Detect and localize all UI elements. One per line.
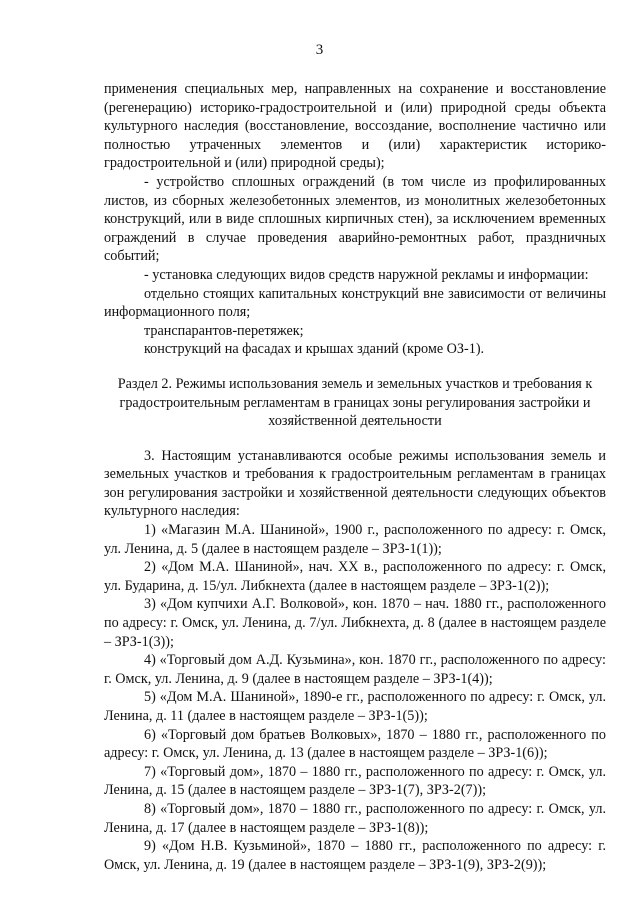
- paragraph: - установка следующих видов средств наружной рекламы и информации:: [144, 266, 589, 283]
- paragraph: отдельно стоящих капитальных конструкций вне зависимости от величины информационного поля;: [104, 285, 606, 321]
- section-heading-text: Раздел 2. Режимы использования земель и земельных участков и требования к градостроительным регламентам в границах зоны регулирования застройки и хозяйственной деятельности: [117, 375, 593, 430]
- list-item: 5) «Дом М.А. Шаниной», 1890-е гг., расположенного по адресу: г. Омск, ул. Ленина, д. 11 (далее в настоящем разделе – ЗРЗ-1(5));: [104, 689, 606, 724]
- document-body: [104, 80, 606, 874]
- section-heading: [104, 375, 606, 431]
- list-item: 9) «Дом Н.В. Кузьминой», 1870 – 1880 гг., расположенного по адресу: г. Омск, ул. Ленина, д. 19 (далее в настоящем разделе – ЗРЗ-1(9), ЗРЗ-2(9));: [104, 838, 606, 873]
- list-item: 6) «Торговый дом братьев Волковых», 1870 – 1880 гг., расположенного по адресу: г. Омск, ул. Ленина, д. 13 (далее в настоящем разделе – ЗРЗ-1(6));: [104, 726, 606, 762]
- page-number: 3: [315, 42, 324, 58]
- paragraph: транспарантов-перетяжек;: [144, 322, 304, 339]
- list-item: 1) «Магазин М.А. Шаниной», 1900 г., расположенного по адресу: г. Омск, ул. Ленина, д. 5 (далее в настоящем разделе – ЗРЗ-1(1));: [104, 522, 606, 557]
- list-item: 8) «Торговый дом», 1870 – 1880 гг., расположенного по адресу: г. Омск, ул. Ленина, д. 17 (далее в настоящем разделе – ЗРЗ-1(8));: [104, 800, 606, 836]
- paragraph: - устройство сплошных ограждений (в том числе из профилированных листов, из сборных железобетонных элементов, из монолитных железобетонных конструкций, или в виде сплошных кирпичных стен), за исключением временных ограждений в случае проведения аварийно-ремонтных работ, праздничных событий;: [104, 173, 606, 265]
- paragraph: 3. Настоящим устанавливаются особые режимы использования земель и земельных участков и требования к градостроительным регламентам в границах зон регулирования застройки и хозяйственной деятельности следующих объектов культурного наследия:: [104, 447, 606, 520]
- paragraph: конструкций на фасадах и крышах зданий (кроме ОЗ-1).: [144, 341, 485, 358]
- list-item: 7) «Торговый дом», 1870 – 1880 гг., расположенного по адресу: г. Омск, ул. Ленина, д. 15 (далее в настоящем разделе – ЗРЗ-1(7), ЗРЗ-2(7));: [104, 763, 606, 799]
- list-item: 4) «Торговый дом А.Д. Кузьмина», кон. 1870 гг., расположенного по адресу: г. Омск, ул. Ленина, д. 9 (далее в настоящем разделе – ЗРЗ-1(4));: [104, 652, 606, 687]
- list-item: 2) «Дом М.А. Шаниной», нач. XX в., расположенного по адресу: г. Омск, ул. Бударина, д. 15/ул. Либкнехта (далее в настоящем разделе – ЗРЗ-1(2));: [104, 559, 606, 594]
- paragraph: применения специальных мер, направленных на сохранение и восстановление (регенерацию) историко-градостроительной и (или) природной среды объекта культурного наследия (восстановление, воссоздание, восполнение частично или полностью утраченных элементов и (или) характеристик историко-градостроительной и (или) природной среды);: [104, 81, 606, 172]
- list-item: 3) «Дом купчихи А.Г. Волковой», кон. 1870 – нач. 1880 гг., расположенного по адресу: г. Омск, ул. Ленина, д. 7/ул. Либкнехта, д. 8 (далее в настоящем разделе – ЗРЗ-1(3));: [104, 596, 606, 650]
